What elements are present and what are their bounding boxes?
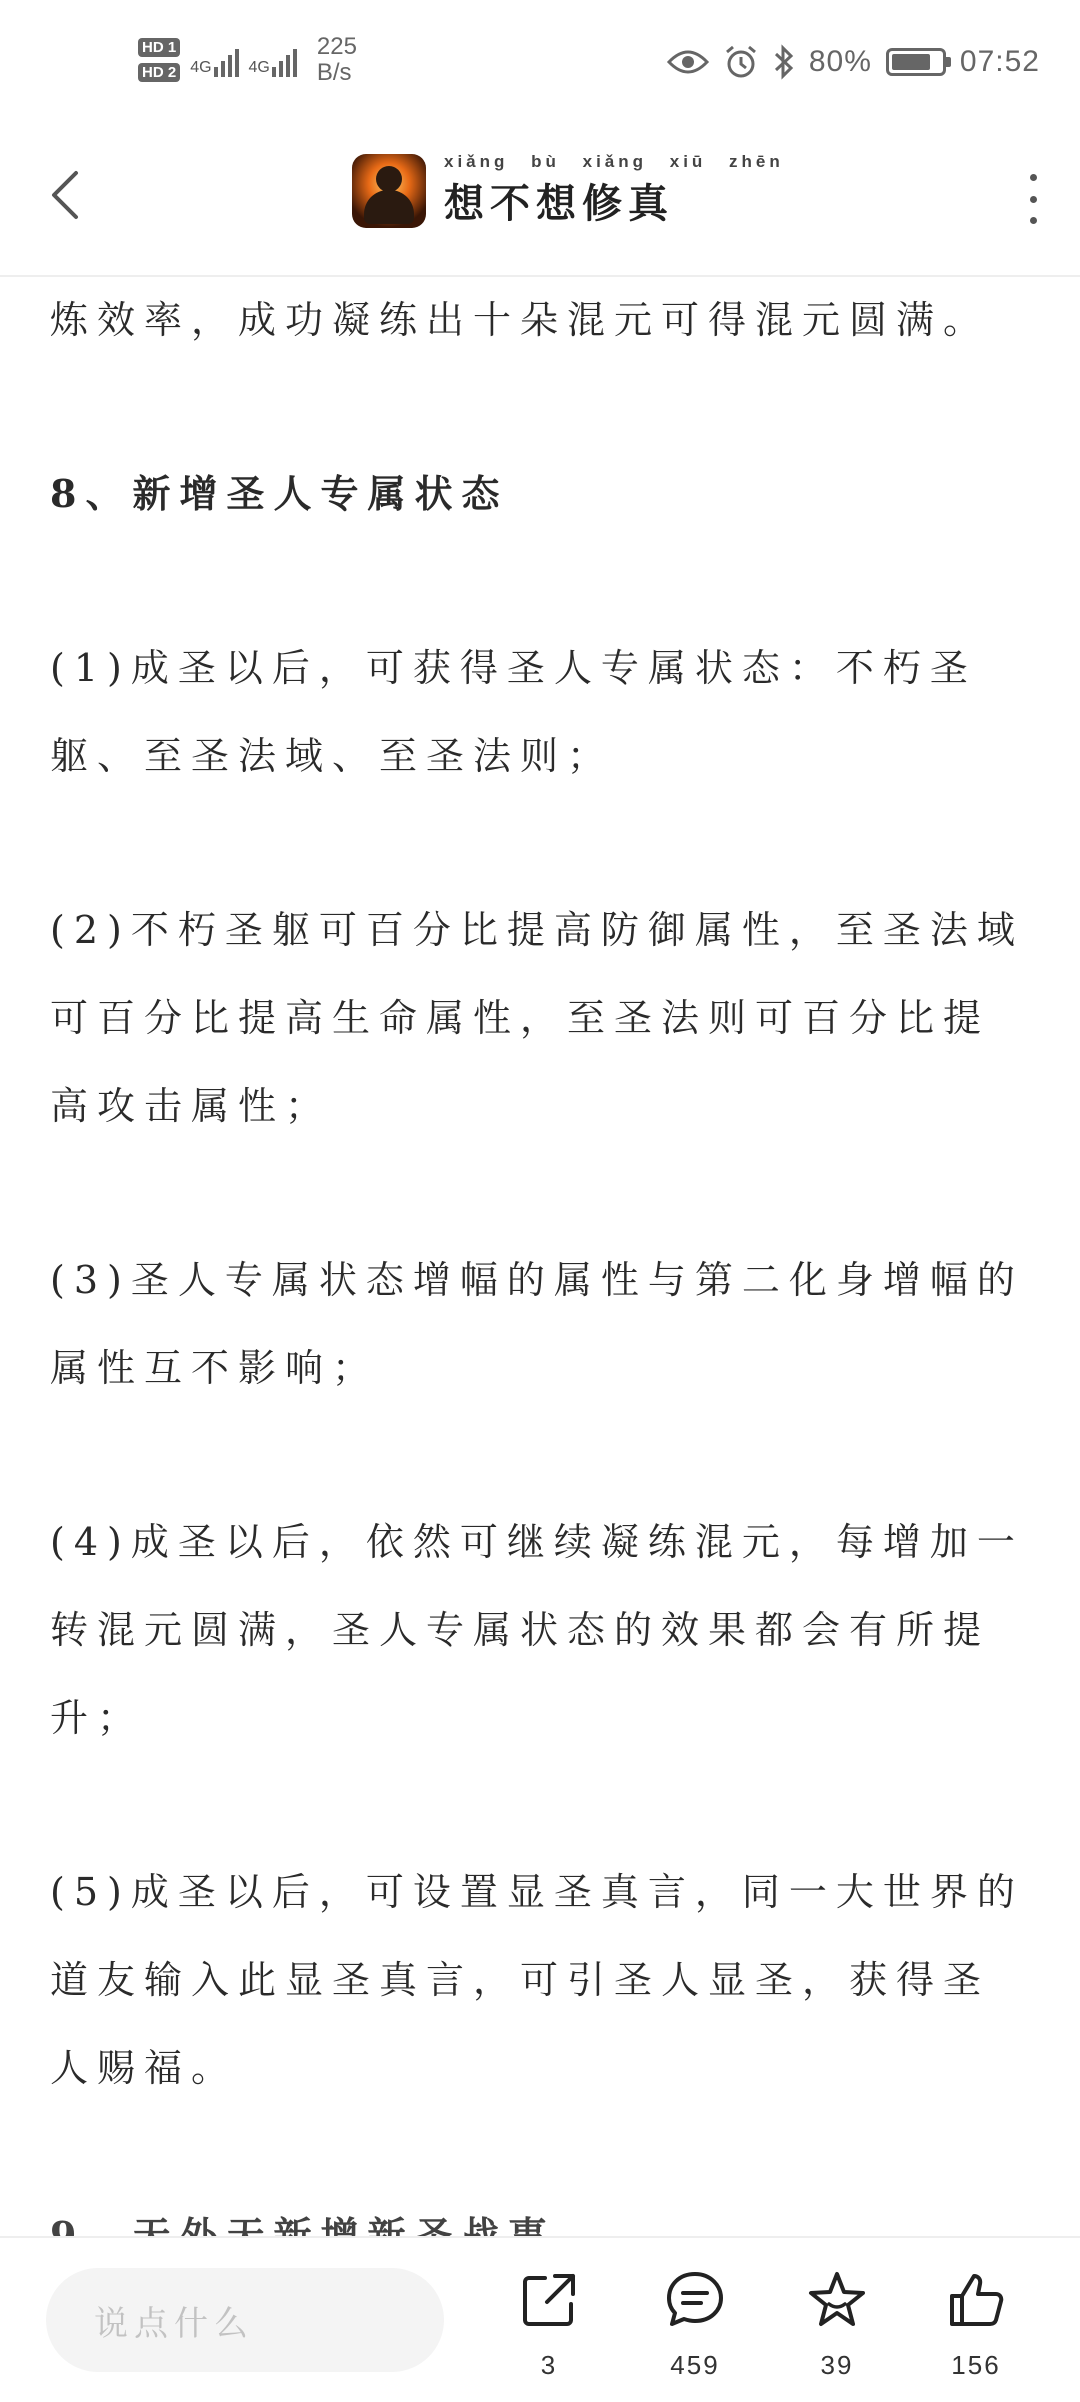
net2-label: 4G [248,59,270,76]
status-right [667,44,1040,80]
status-left [138,34,357,86]
title-pinyin: xiǎng bù xiǎng xiū zhēn [444,152,784,171]
text-line: (1)成圣以后，可获得圣人专属状态：不朽圣 [50,646,977,690]
eye-icon [667,48,709,76]
favorite-count: 39 [820,2350,854,2380]
title-group [352,152,784,229]
battery-percent: 80% [808,45,872,78]
signal-bars-icon [272,43,297,77]
text-line: (3)圣人专属状态增幅的属性与第二化身增幅的 [50,1258,1024,1302]
status-bar [0,0,1080,130]
signal-bars-icon [214,43,239,77]
text-line: 升； [50,1696,145,1740]
paragraph-3 [50,1236,1040,1412]
spacer [50,1150,1040,1236]
speed-unit: B/s [316,59,352,86]
comment-icon [663,2268,727,2332]
text-line: (5)成圣以后，可设置显圣真言，同一大世界的 [50,1870,1024,1914]
back-icon [50,169,80,221]
star-icon [805,2268,869,2332]
paragraph-1 [50,624,1040,800]
text-line: 高攻击属性； [50,1084,333,1128]
sim1-badge: HD 1 [138,38,180,57]
signal-sim1 [190,43,238,77]
section-heading [50,450,1040,538]
network-speed [317,34,357,86]
sim-indicators [138,38,180,82]
like-count: 156 [951,2350,1001,2380]
clock: 07:52 [959,45,1040,78]
more-icon [1030,174,1037,181]
more-button[interactable] [1020,174,1046,224]
more-dot [1030,217,1037,224]
text-line: 8、新增圣人专属状态 [50,471,509,516]
text-line: (2)不朽圣躯可百分比提高防御属性，至圣法域 [50,908,1024,952]
app-avatar[interactable] [352,154,426,228]
paragraph-0 [50,276,1040,364]
spacer [50,1762,1040,1848]
paragraph-2 [50,886,1040,1150]
text-line: 道友输入此显圣真言，可引圣人显圣，获得圣 [50,1958,991,2002]
sim2-badge: HD 2 [138,63,180,82]
more-dot [1030,196,1037,203]
spacer [50,538,1040,624]
comment-button[interactable] [640,2268,750,2381]
battery-fill [892,54,930,70]
top-header [0,130,1080,277]
like-button[interactable] [921,2268,1031,2381]
battery-icon [886,48,946,76]
text-line: 可百分比提高生命属性，至圣法则可百分比提 [50,996,991,1040]
text-line: 属性互不影响； [50,1346,380,1390]
comment-input[interactable]: 说点什么 [46,2268,444,2372]
text-line: (4)成圣以后，依然可继续凝练混元，每增加一 [50,1520,1024,1564]
bluetooth-icon [773,44,795,80]
spacer [50,800,1040,886]
share-button[interactable] [494,2268,604,2381]
back-button[interactable] [40,160,90,230]
text-line: 炼效率，成功凝练出十朵混元可得混元圆满。 [50,298,991,342]
text-line: 转混元圆满，圣人专属状态的效果都会有所提 [50,1608,991,1652]
signal-sim2 [249,43,297,77]
spacer [50,1412,1040,1498]
text-line: 人赐福。 [50,2046,239,2090]
alarm-icon [723,44,759,80]
paragraph-5 [50,1848,1040,2112]
share-icon [517,2268,581,2332]
article-content [50,276,1040,2112]
spacer [50,364,1040,450]
paragraph-4 [50,1498,1040,1762]
favorite-button[interactable] [782,2268,892,2381]
title-block [444,152,784,229]
share-count: 3 [540,2350,558,2380]
bottom-action-bar [0,2236,1080,2402]
page-title: 想不想修真 [444,180,674,227]
text-line: 躯、至圣法域、至圣法则； [50,734,615,778]
thumbs-up-icon [944,2268,1008,2332]
speed-value: 225 [316,33,357,60]
comment-count: 459 [670,2350,720,2380]
net1-label: 4G [190,59,212,76]
